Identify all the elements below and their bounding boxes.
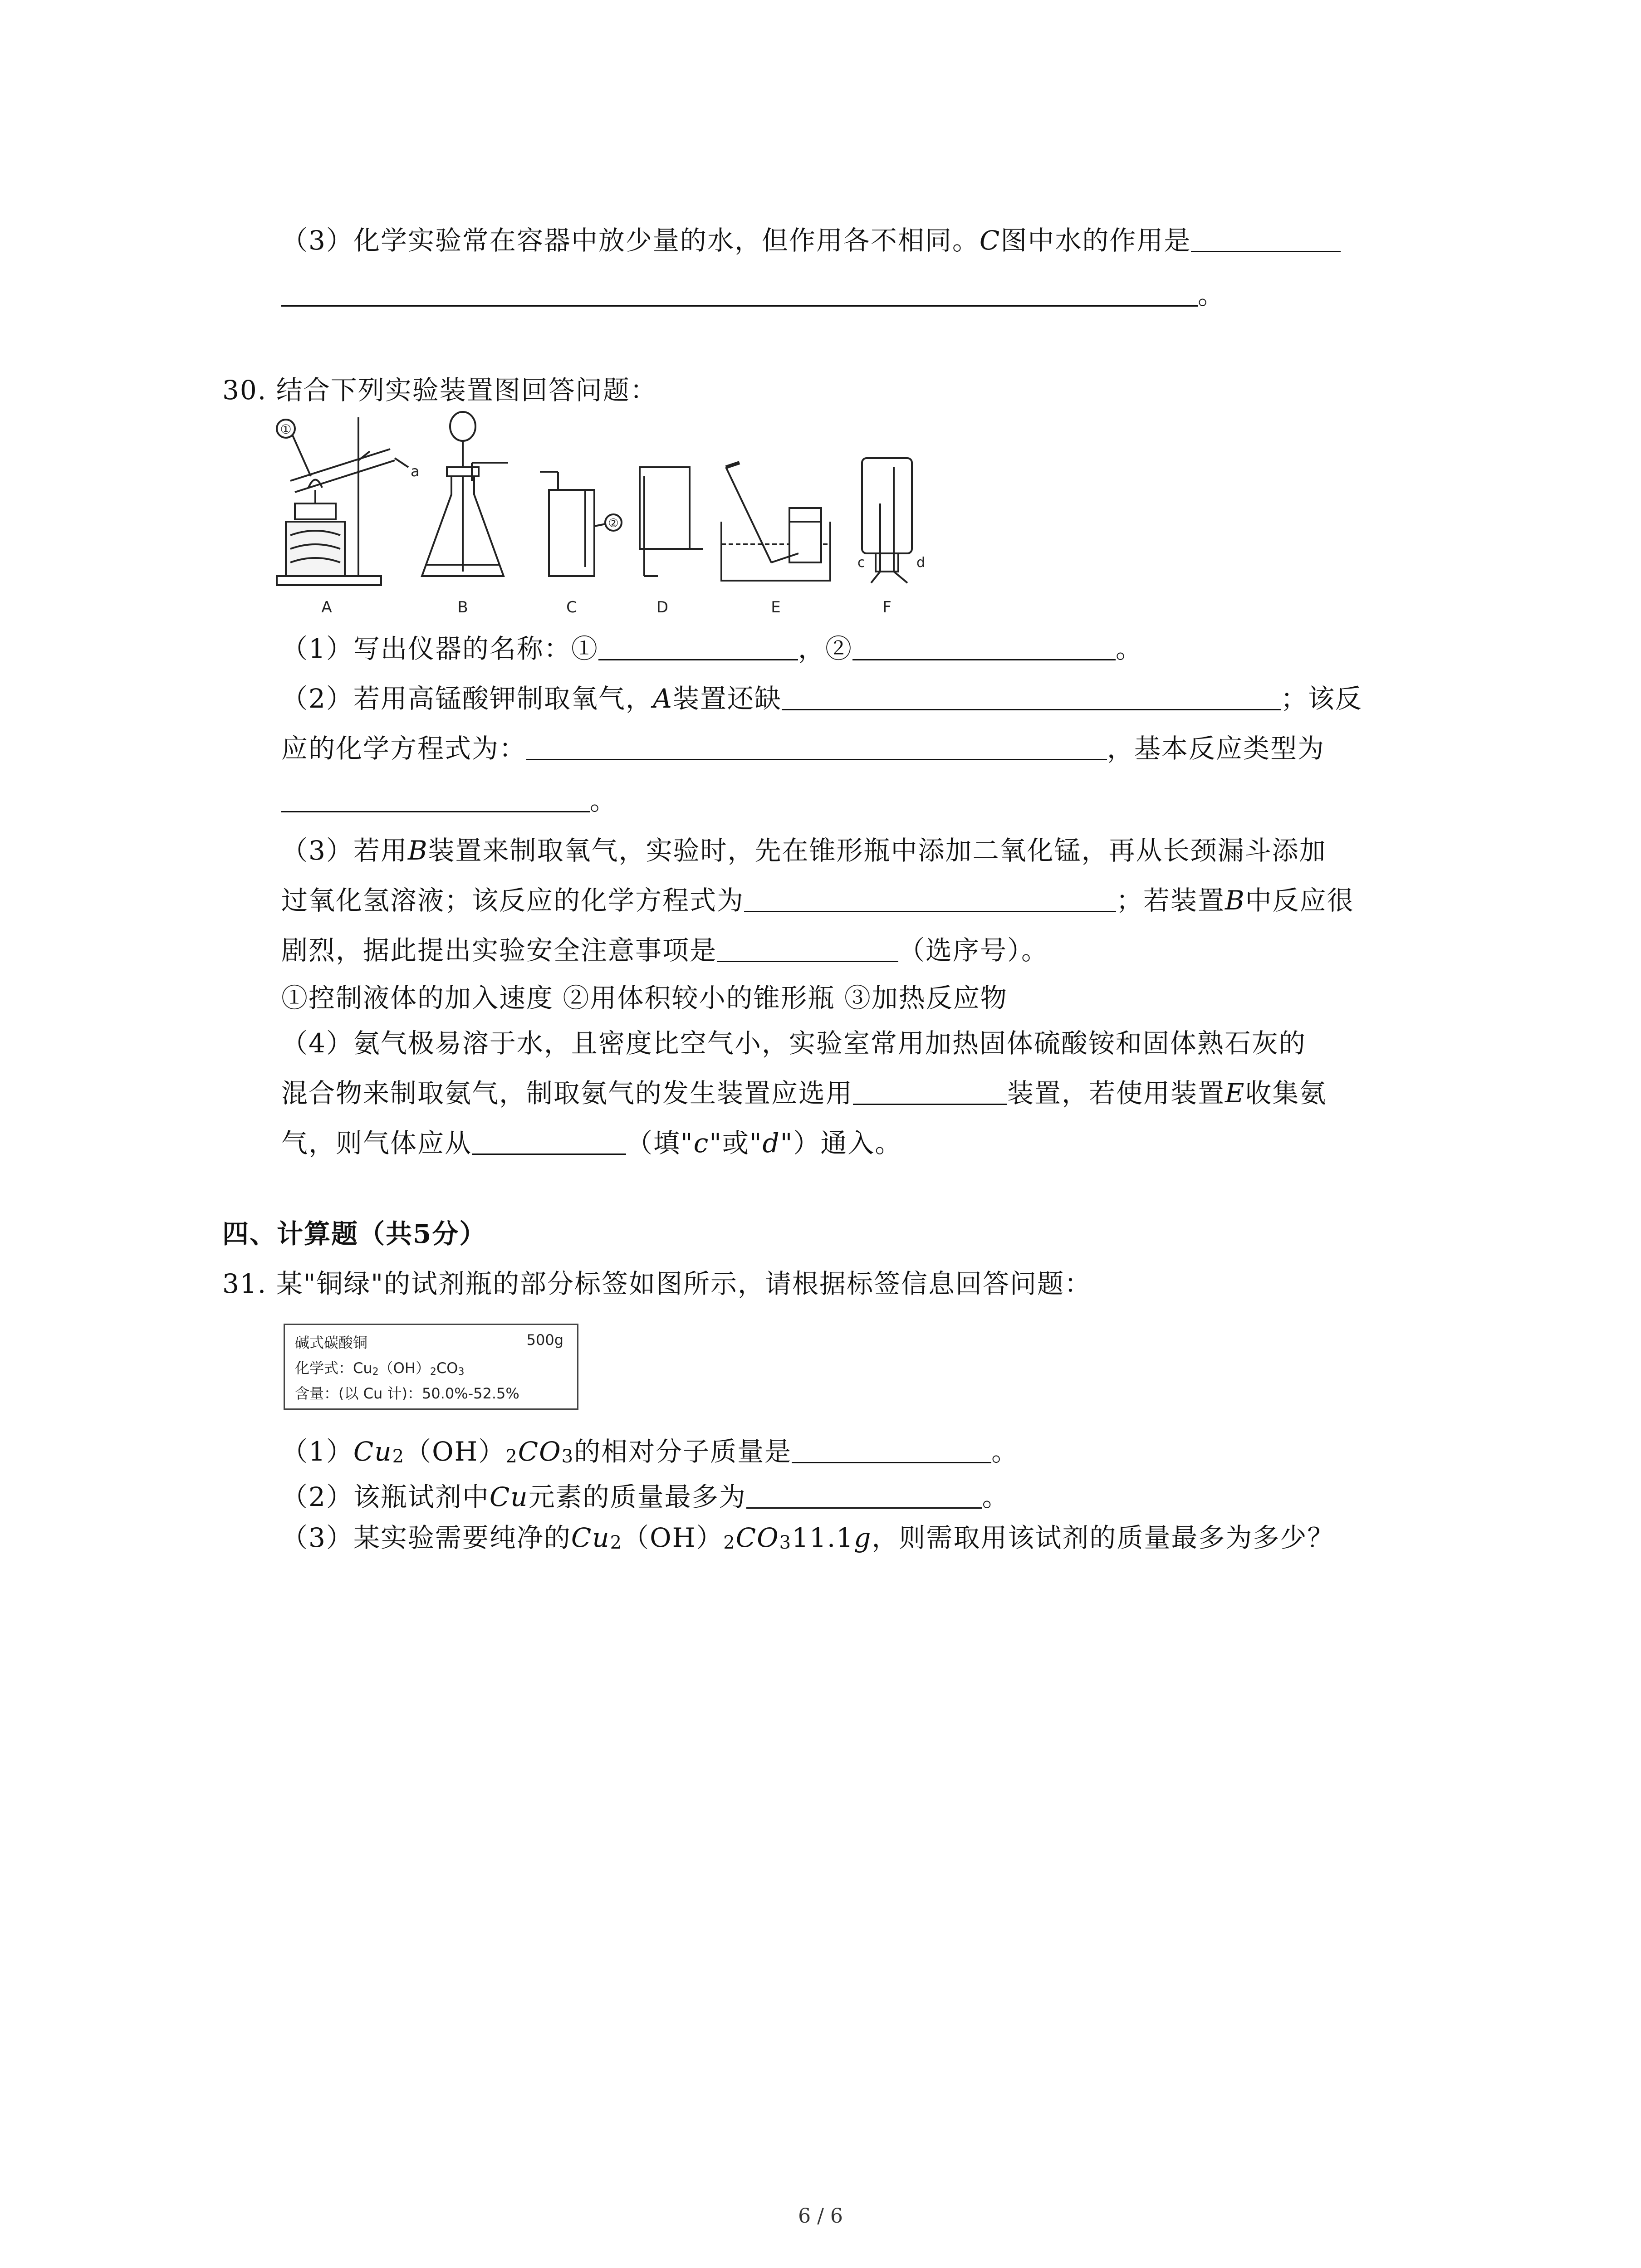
label-weight: 500g [526, 1331, 563, 1349]
answer-blank[interactable] [281, 783, 590, 812]
svg-text:F: F [882, 598, 892, 616]
apparatus-f [857, 458, 925, 616]
svg-text:c: c [857, 555, 865, 571]
answer-blank[interactable] [1191, 223, 1341, 252]
q30-4-line3: 气，则气体应从 （填"c"或"d"）通入。 [281, 1125, 902, 1161]
q29-3-line1: （3）化学实验常在容器中放少量的水，但作用各不相同。C图中水的作用是 [281, 222, 1341, 259]
answer-blank[interactable] [792, 1434, 991, 1463]
apparatus-a [277, 417, 420, 616]
svg-text:C: C [566, 598, 577, 616]
answer-blank[interactable] [472, 1125, 626, 1155]
apparatus-b [422, 412, 508, 616]
svg-text:B: B [457, 598, 468, 616]
label-content: 含量：(以 Cu 计)：50.0%-52.5% [295, 1385, 519, 1402]
svg-text:d: d [916, 555, 926, 571]
svg-text:D: D [656, 598, 669, 616]
q30-2-line1: （2）若用高锰酸钾制取氧气，A装置还缺 ；该反 [281, 680, 1362, 717]
svg-text:a: a [411, 463, 420, 480]
answer-blank[interactable] [717, 933, 898, 962]
q30-2-line2: 应的化学方程式为： ，基本反应类型为 [281, 730, 1325, 767]
answer-blank[interactable] [852, 631, 1116, 660]
q30-2-line3: 。 [281, 782, 617, 819]
q31-1-line: （1）Cu2（OH）2CO3的相对分子质量是 。 [281, 1433, 1019, 1475]
apparatus-c [540, 472, 622, 616]
q30-3-line3: 剧烈，据此提出实验安全注意事项是 （选序号）。 [281, 932, 1048, 968]
answer-blank[interactable] [598, 631, 798, 660]
label-name: 碱式碳酸铜 [295, 1334, 368, 1351]
answer-blank[interactable] [746, 1479, 982, 1509]
answer-blank[interactable] [782, 681, 1281, 710]
q30-4-line2: 混合物来制取氨气，制取氨气的发生装置应选用 装置，若使用装置E收集氨 [281, 1075, 1327, 1111]
apparatus-figure [272, 408, 998, 617]
apparatus-e [721, 463, 830, 616]
answer-blank[interactable] [853, 1075, 1007, 1105]
answer-blank[interactable] [281, 277, 1198, 307]
q30-3-options: ①控制液体的加入速度 ②用体积较小的锥形瓶 ③加热反应物 [281, 982, 1008, 1013]
reagent-label [284, 1324, 578, 1410]
label-formula: 化学式：Cu2（OH）2CO3 [295, 1359, 465, 1378]
q30-3-line2: 过氧化氢溶液；该反应的化学方程式为 ；若装置B中反应很 [281, 882, 1354, 919]
svg-text:①: ① [280, 422, 292, 437]
section-title: 四、计算题（共5分） [222, 1218, 487, 1249]
page-number: 6 / 6 [798, 2204, 843, 2228]
answer-blank[interactable] [526, 731, 1107, 760]
q30-stem: 30. 结合下列实验装置图回答问题： [222, 375, 657, 406]
apparatus-d [640, 467, 703, 616]
svg-text:E: E [771, 598, 781, 616]
q30-3-line1: （3）若用B装置来制取氧气，实验时，先在锥形瓶中添加二氧化锰，再从长颈漏斗添加 [281, 835, 1327, 866]
svg-text:A: A [321, 598, 332, 616]
q31-3-line: （3）某实验需要纯净的Cu2（OH）2CO311.1g，则需取用该试剂的质量最多为多少？ [281, 1522, 1335, 1553]
q29-3-line2: 。 [281, 277, 1225, 313]
answer-blank[interactable] [744, 883, 1116, 912]
q30-4-line1: （4）氨气极易溶于水，且密度比空气小，实验室常用加热固体硫酸铵和固体熟石灰的 [281, 1028, 1306, 1059]
q31-stem: 31. 某"铜绿"的试剂瓶的部分标签如图所示，请根据标签信息回答问题： [222, 1268, 1092, 1299]
svg-text:②: ② [608, 517, 619, 530]
q30-1-line: （1）写出仪器的名称：① ，② 。 [281, 631, 1143, 667]
q31-2-line: （2）该瓶试剂中Cu元素的质量最多为 。 [281, 1479, 1009, 1515]
